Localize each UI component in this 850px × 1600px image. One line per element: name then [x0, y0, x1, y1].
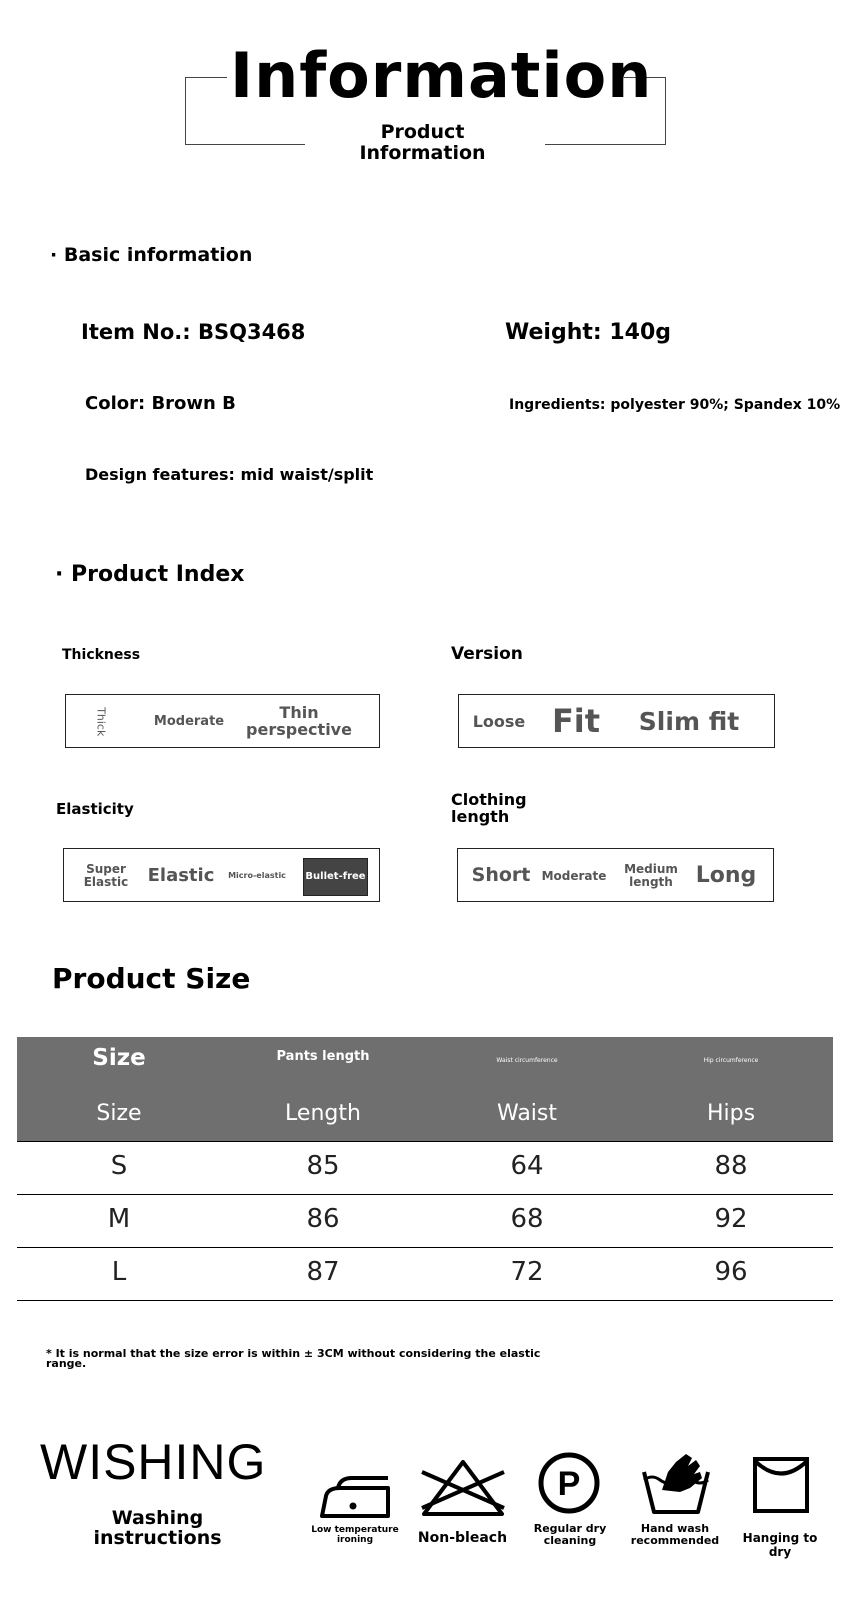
page-title: Information: [230, 39, 653, 112]
header-frame-line: [545, 144, 666, 145]
size-note: [46, 1349, 540, 1369]
elasticity-scale: [63, 848, 380, 902]
table-divider: [17, 1300, 833, 1301]
bullet-dot: ·: [55, 562, 64, 587]
length-option: Short: [471, 864, 531, 887]
elasticity-option-selected: Bullet-free: [303, 858, 368, 896]
cell-hips: 88: [714, 1151, 748, 1181]
th-hips: Hips: [706, 1101, 756, 1126]
clothing-length-label-line: length: [451, 807, 510, 826]
product-index-heading-text: Product Index: [71, 562, 245, 587]
version-option: Slim fit: [638, 706, 740, 736]
header-frame-line: [185, 144, 305, 145]
cell-waist: 72: [510, 1257, 544, 1287]
care-label-line: cleaning: [543, 1534, 597, 1547]
length-option: Moderate: [541, 868, 607, 883]
length-option: Long: [695, 863, 757, 889]
cell-hips: 96: [714, 1257, 748, 1287]
elasticity-label: Elasticity: [56, 800, 134, 818]
product-index-heading: [55, 562, 244, 587]
elasticity-option: Micro-elastic: [228, 870, 286, 880]
elasticity-option: Super Elastic: [83, 862, 129, 889]
ingredients: Ingredients: polyester 90%; Spandex 10%: [509, 397, 841, 413]
header-frame-line: [185, 77, 186, 144]
thickness-option: Thin perspective: [246, 703, 352, 739]
version-option: Fit: [551, 702, 601, 741]
cell-size: M: [107, 1204, 131, 1234]
page-subtitle: [320, 122, 525, 164]
care-label: [520, 1523, 620, 1547]
th-waist-cn: Waist circumference: [496, 1057, 558, 1064]
hang-dry-icon: [752, 1456, 810, 1514]
length-option: Medium length: [624, 862, 678, 889]
elasticity-option: Elastic: [147, 864, 215, 886]
size-table-header: [17, 1037, 833, 1141]
care-label: [625, 1523, 725, 1547]
care-label: [305, 1525, 405, 1545]
item-number: Item No.: BSQ3468: [81, 320, 306, 344]
clothing-length-label-line: Clothing: [451, 790, 527, 809]
no-bleach-icon: [418, 1458, 508, 1518]
th-size: Size: [96, 1101, 142, 1126]
clothing-length-scale: [457, 848, 774, 902]
subtitle-line: Information: [359, 142, 486, 164]
care-label: Non-bleach: [417, 1530, 508, 1546]
version-option: Loose: [472, 711, 526, 731]
thickness-option: Moderate: [153, 714, 225, 730]
care-subtitle: [75, 1508, 240, 1548]
version-label: Version: [451, 644, 523, 664]
thickness-scale: [65, 694, 380, 748]
size-note-line: range.: [46, 1357, 87, 1370]
cell-waist: 64: [510, 1151, 544, 1181]
cell-hips: 92: [714, 1204, 748, 1234]
care-label-line: Hand wash: [640, 1522, 710, 1535]
clothing-length-label: [451, 791, 527, 825]
care-label-line: Low temperature: [311, 1525, 399, 1535]
th-length: Length: [285, 1101, 361, 1126]
cell-length: 85: [306, 1151, 340, 1181]
th-length-cn: Pants length: [276, 1049, 370, 1064]
cell-waist: 68: [510, 1204, 544, 1234]
care-subtitle-line: Washing: [111, 1507, 204, 1529]
dry-clean-icon: [536, 1450, 602, 1516]
svg-text:P: P: [557, 1465, 581, 1503]
header-frame-line: [665, 77, 666, 144]
th-hip-cn: Hip circumference: [703, 1057, 759, 1064]
th-size-cn: Size: [92, 1045, 146, 1071]
table-divider: [17, 1194, 833, 1195]
version-scale: [458, 694, 775, 748]
care-label: Hanging to dry: [742, 1531, 818, 1559]
size-note-line: * It is normal that the size error is within ± 3CM without considering the elastic: [46, 1347, 541, 1360]
cell-size: S: [110, 1151, 128, 1181]
care-subtitle-line: instructions: [93, 1527, 222, 1549]
header-frame-line: [185, 77, 227, 78]
cell-length: 87: [306, 1257, 340, 1287]
care-label-line: recommended: [630, 1534, 720, 1547]
hand-wash-icon: [640, 1450, 712, 1518]
thickness-label: Thickness: [62, 647, 141, 663]
iron-icon: [318, 1470, 394, 1520]
color: Color: Brown B: [85, 393, 236, 414]
basic-info-heading: [50, 244, 252, 266]
cell-length: 86: [306, 1204, 340, 1234]
thickness-option: [86, 695, 116, 749]
bullet-dot: ·: [50, 244, 58, 266]
care-title: WISHING: [40, 1434, 267, 1490]
subtitle-line: Product: [380, 121, 465, 143]
cell-size: L: [111, 1257, 127, 1287]
care-label-line: Regular dry: [533, 1522, 607, 1535]
basic-info-heading-text: Basic information: [63, 244, 253, 266]
table-divider: [17, 1141, 833, 1142]
th-waist: Waist: [496, 1101, 558, 1126]
design-features: Design features: mid waist/split: [85, 465, 374, 484]
thickness-option-text: Thick: [94, 707, 108, 737]
care-label-line: ironing: [336, 1535, 374, 1545]
product-size-heading: Product Size: [52, 962, 251, 995]
weight: Weight: 140g: [505, 320, 671, 345]
table-divider: [17, 1247, 833, 1248]
